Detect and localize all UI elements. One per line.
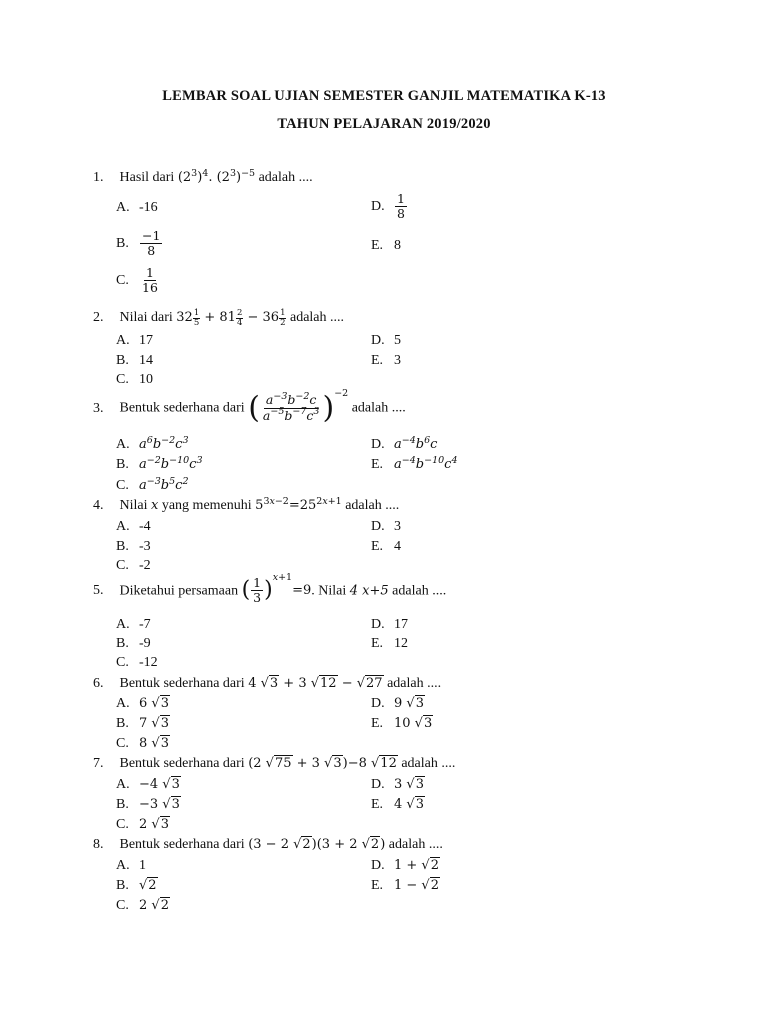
option-7e: E. 4 √3 bbox=[371, 797, 424, 812]
option-2b: B. 14 bbox=[116, 353, 153, 368]
option-1b: B. $\frac{-1}{8}$ bbox=[116, 228, 161, 259]
option-7a: A. −4 √3 bbox=[116, 777, 180, 792]
exam-title: LEMBAR SOAL UJIAN SEMESTER GANJIL MATEMATIKA K-13 bbox=[162, 88, 606, 104]
question-expression-2: 4 x+5 bbox=[349, 583, 389, 599]
question-2: 2. Nilai dari 32 $\frac{1}{5}$ + 81 $\frac{2}{4}$ − 36 $\frac{1}{2}$ adalah .... bbox=[93, 308, 345, 328]
question-expression: 4 √3 + 3 √12 − √27 bbox=[248, 676, 383, 691]
option-8b: B. √2 bbox=[116, 878, 157, 893]
option-1a: A. -16 bbox=[116, 200, 158, 215]
option-3e: E. $a^{-4}b^{-10}c^4$ bbox=[371, 454, 458, 472]
option-4a: A. -4 bbox=[116, 519, 151, 534]
question-expression: 32 $\frac{1}{5}$ + 81 $\frac{2}{4}$ − 36 $\frac{1}{2}$ bbox=[176, 308, 286, 328]
option-2e: E. 3 bbox=[371, 353, 401, 368]
option-6a: A. 6 √3 bbox=[116, 696, 169, 711]
question-1 bbox=[93, 167, 713, 186]
option-2d: D. 5 bbox=[371, 333, 401, 348]
option-1e: E. 8 bbox=[371, 238, 401, 253]
option-4c: C. -2 bbox=[116, 558, 151, 573]
question-3: 3. Bentuk sederhana dari ( $\frac{a^{-3}b^{-2}c}{a^{-5}b^{-7}c^3}$ )$^{-2}$ adalah .... bbox=[93, 388, 406, 425]
option-3a: A. $a^6b^{-2}c^3$ bbox=[116, 434, 189, 452]
question-expression: $5^{3x-2}=25^{2x+1}$ bbox=[255, 495, 342, 513]
option-1c: C. $\frac{1}{16}$ bbox=[116, 265, 158, 296]
question-expression: ( $\frac{a^{-3}b^{-2}c}{a^{-5}b^{-7}c^3}$ )$^{-2}$ bbox=[248, 388, 349, 425]
question-prefix: Hasil dari bbox=[119, 170, 175, 185]
question-expression: (3 − 2 √2)(3 + 2 √2) bbox=[248, 837, 386, 852]
question-7: 7. Bentuk sederhana dari (2 √75 + 3 √3)−8 √12 adalah .... bbox=[93, 756, 456, 771]
option-5a: A. -7 bbox=[116, 617, 151, 632]
option-5e: E. 12 bbox=[371, 636, 408, 651]
option-2c: C. 10 bbox=[116, 372, 153, 387]
option-3b: B. $a^{-2}b^{-10}c^3$ bbox=[116, 454, 203, 472]
option-4b: B. -3 bbox=[116, 539, 151, 554]
option-2a: A. 17 bbox=[116, 333, 153, 348]
question-number: 1. bbox=[93, 170, 104, 185]
option-4d: D. 3 bbox=[371, 519, 401, 534]
option-6c: C. 8 √3 bbox=[116, 736, 169, 751]
question-expression: ( $\frac{1}{3}$ )$^{x+1}$=9 bbox=[241, 572, 312, 606]
question-8: 8. Bentuk sederhana dari (3 − 2 √2)(3 + 2 √2) adalah .... bbox=[93, 837, 443, 852]
option-8e: E. 1 − √2 bbox=[371, 878, 439, 893]
option-7d: D. 3 √3 bbox=[371, 777, 424, 792]
option-8c: C. 2 √2 bbox=[116, 898, 169, 913]
option-3d: D. $a^{-4}b^6c$ bbox=[371, 434, 438, 452]
option-6e: E. 10 √3 bbox=[371, 716, 433, 731]
option-5d: D. 17 bbox=[371, 617, 408, 632]
option-5b: B. -9 bbox=[116, 636, 151, 651]
option-3c: C. $a^{-3}b^5c^2$ bbox=[116, 475, 189, 493]
question-expression: (2 √75 + 3 √3)−8 √12 bbox=[248, 756, 397, 771]
option-4e: E. 4 bbox=[371, 539, 401, 554]
option-5c: C. -12 bbox=[116, 655, 158, 670]
option-1d: D. $\frac{1}{8}$ bbox=[371, 191, 405, 222]
option-8a: A. 1 bbox=[116, 858, 146, 873]
option-6b: B. 7 √3 bbox=[116, 716, 169, 731]
question-suffix: adalah .... bbox=[258, 170, 313, 185]
academic-year-title: TAHUN PELAJARAN 2019/2020 bbox=[277, 116, 491, 132]
question-5: 5. Diketahui persamaan ( $\frac{1}{3}$ )$^{x+1}$=9. Nilai 4 x+5 adalah .... bbox=[93, 572, 447, 606]
option-7c: C. 2 √3 bbox=[116, 817, 169, 832]
option-8d: D. 1 + √2 bbox=[371, 858, 439, 873]
question-6: 6. Bentuk sederhana dari 4 √3 + 3 √12 − √27 adalah .... bbox=[93, 676, 442, 691]
option-6d: D. 9 √3 bbox=[371, 696, 424, 711]
option-7b: B. −3 √3 bbox=[116, 797, 180, 812]
question-expression: $(2^3)^4$. $(2^3)^{-5}$ bbox=[177, 167, 256, 185]
question-4: 4. Nilai x yang memenuhi $5^{3x-2}=25^{2x+1}$ adalah .... bbox=[93, 495, 400, 513]
